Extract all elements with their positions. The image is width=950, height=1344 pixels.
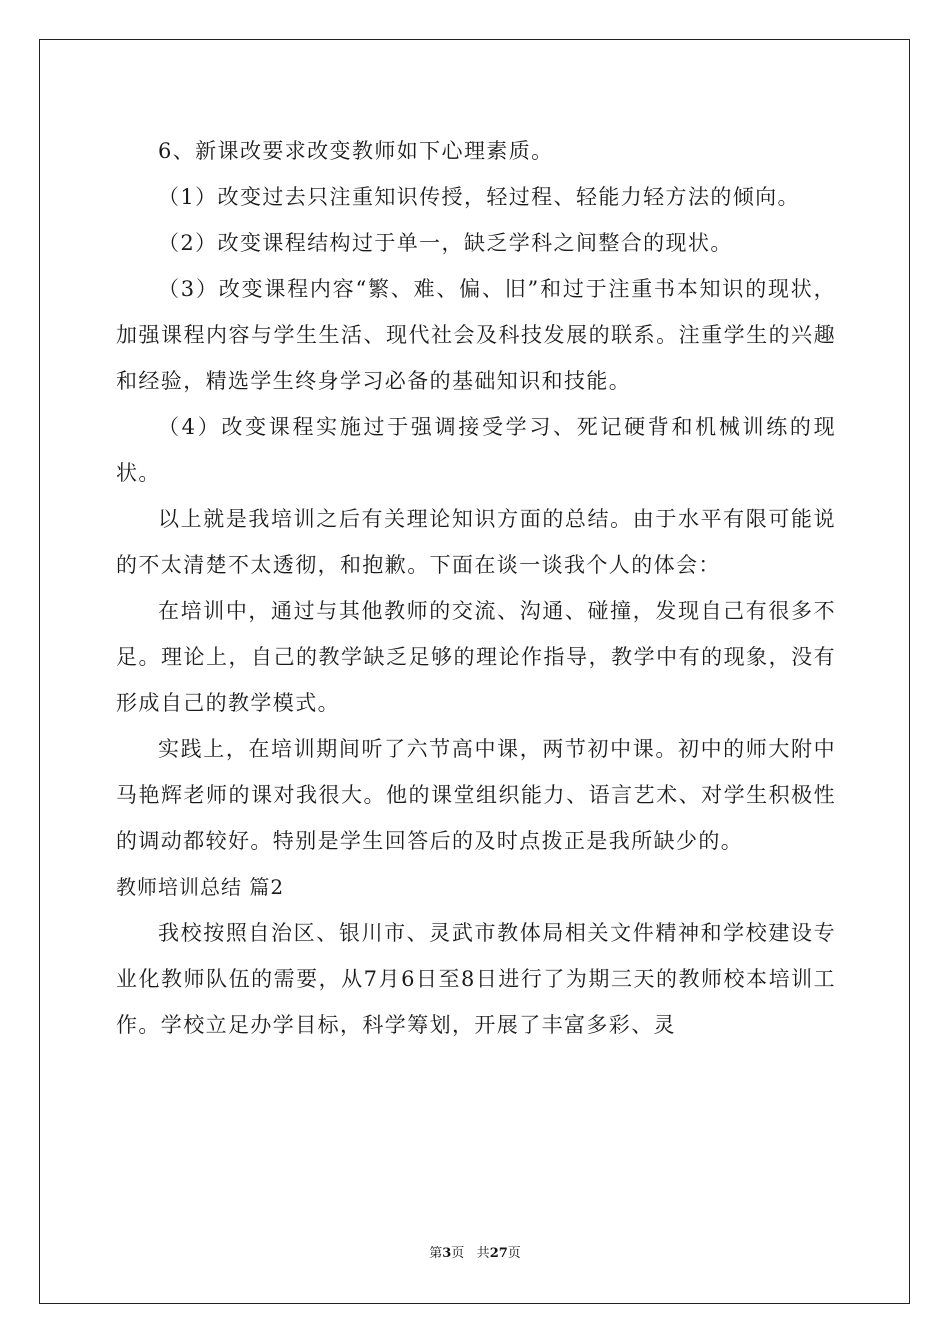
- paragraph: （3）改变课程内容“繁、难、偏、旧”和过于注重书本知识的现状，加强课程内容与学生生活、现代社会及科技发展的联系。注重学生的兴趣和经验，精选学生终身学习必备的基础知识和技能。: [116, 277, 836, 393]
- page-footer: [0, 1244, 950, 1264]
- paragraph: 以上就是我培训之后有关理论知识方面的总结。由于水平有限可能说的不太清楚不太透彻，和抱歉。下面在谈一谈我个人的体会：: [116, 507, 836, 577]
- paragraph: （1）改变过去只注重知识传授，轻过程、轻能力轻方法的倾向。: [158, 185, 800, 209]
- document-body: [116, 128, 836, 1048]
- page-number: 3: [442, 1246, 452, 1261]
- page-prefix: 第: [429, 1246, 443, 1261]
- section-heading: 教师培训总结 篇2: [116, 875, 285, 899]
- paragraph: 实践上，在培训期间听了六节高中课，两节初中课。初中的师大附中马艳辉老师的课对我很大。他的课堂组织能力、语言艺术、对学生积极性的调动都较好。特别是学生回答后的及时点拨正是我所缺少的。: [116, 737, 836, 853]
- total-prefix: 共: [476, 1246, 490, 1261]
- paragraph: 6、新课改要求改变教师如下心理素质。: [158, 139, 554, 163]
- paragraph: （4）改变课程实施过于强调接受学习、死记硬背和机械训练的现状。: [116, 415, 836, 485]
- paragraph: 在培训中，通过与其他教师的交流、沟通、碰撞，发现自己有很多不足。理论上，自己的教学缺乏足够的理论作指导，教学中有的现象，没有形成自己的教学模式。: [116, 599, 836, 715]
- total-unit: 页: [507, 1246, 521, 1261]
- paragraph: （2）改变课程结构过于单一，缺乏学科之间整合的现状。: [158, 231, 733, 255]
- total-pages: 27: [489, 1246, 508, 1261]
- paragraph: 我校按照自治区、银川市、灵武市教体局相关文件精神和学校建设专业化教师队伍的需要，从7月6日至8日进行了为期三天的教师校本培训工作。学校立足办学目标，科学筹划，开展了丰富多彩、灵: [116, 921, 836, 1037]
- page-unit: 页: [451, 1246, 465, 1261]
